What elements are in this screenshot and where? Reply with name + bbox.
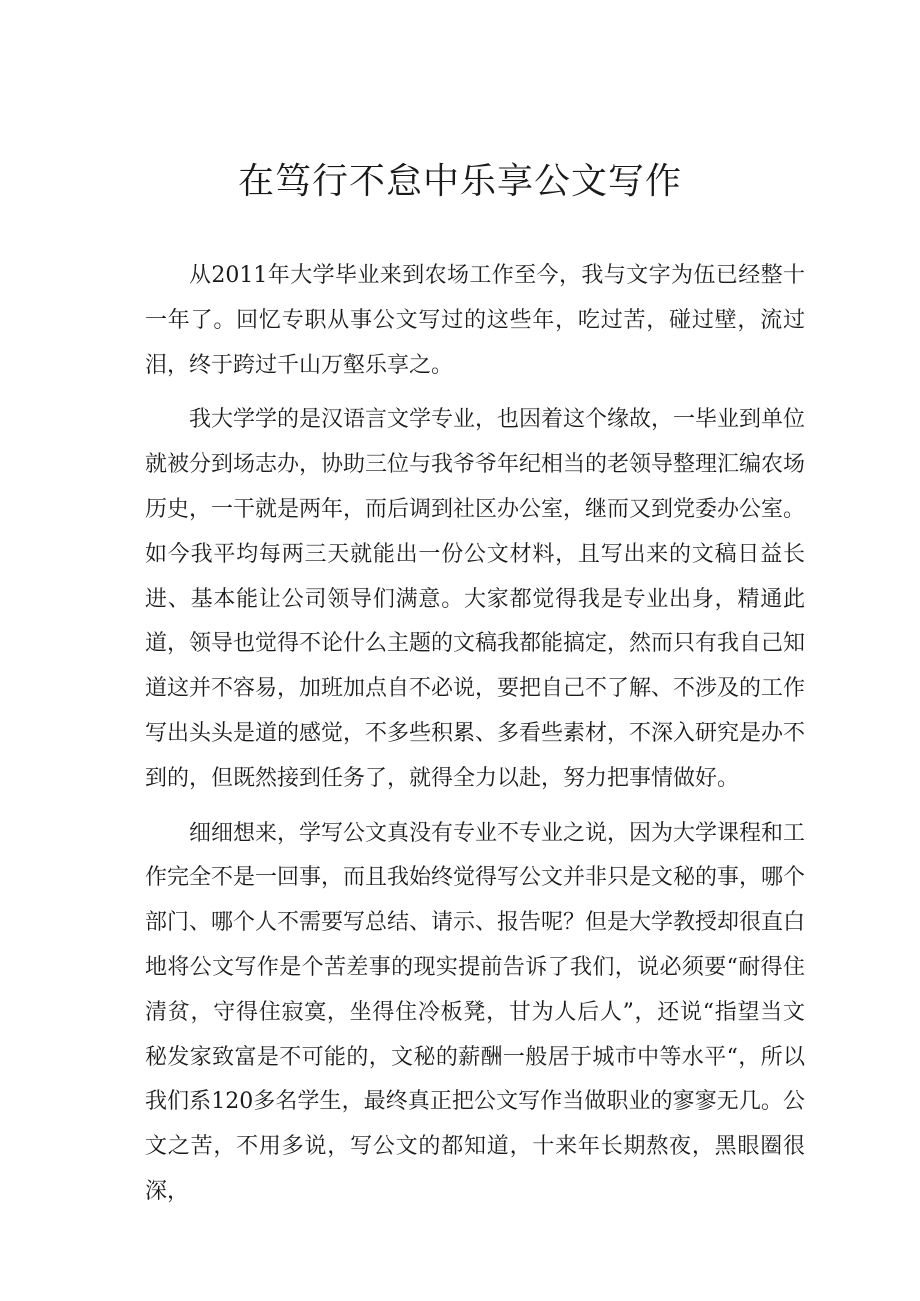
document-title: 在笃行不怠中乐享公文写作 bbox=[237, 161, 682, 202]
document-body bbox=[145, 254, 805, 1215]
paragraph-3: 细细想来，学写公文真没有专业不专业之说，因为大学课程和工作完全不是一回事，而且我始终觉得写公文并非只是文秘的事，哪个部门、哪个人不需要写总结、请示、报告呢？但是大学教授却很直白地将公文写作是个苦差事的现实提前告诉了我们，说必须要“耐得住清贫，守得住寂寞，坐得住冷板凳，甘为人后人”，还说“指望当文秘发家致富是不可能的，文秘的薪酬一般居于城市中等水平“，所以我们系120多名学生，最终真正把公文写作当做职业的寥寥无几。公文之苦，不用多说，写公文的都知道，十来年长期熬夜，黑眼圈很深， bbox=[145, 820, 806, 1204]
paragraph-1: 从2011年大学毕业来到农场工作至今，我与文字为伍已经整十一年了。回忆专职从事公文写过的这些年，吃过苦，碰过壁，流过泪，终于跨过千山万壑乐享之。 bbox=[145, 263, 805, 378]
paragraph-2: 我大学学的是汉语言文学专业，也因着这个缘故，一毕业到单位就被分到场志办，协助三位与我爷爷年纪相当的老领导整理汇编农场历史，一干就是两年，而后调到社区办公室，继而又到党委办公室。如今我平均每两三天就能出一份公文材料，且写出来的文稿日益长进、基本能让公司领导们满意。大家都觉得我是专业出身，精通此道，领导也觉得不论什么主题的文稿我都能搞定，然而只有我自己知道这并不容易，加班加点自不必说，要把自己不了解、不涉及的工作写出头头是道的感觉，不多些积累、多看些素材，不深入研究是办不到的，但既然接到任务了，就得全力以赴，努力把事情做好。 bbox=[145, 407, 806, 791]
